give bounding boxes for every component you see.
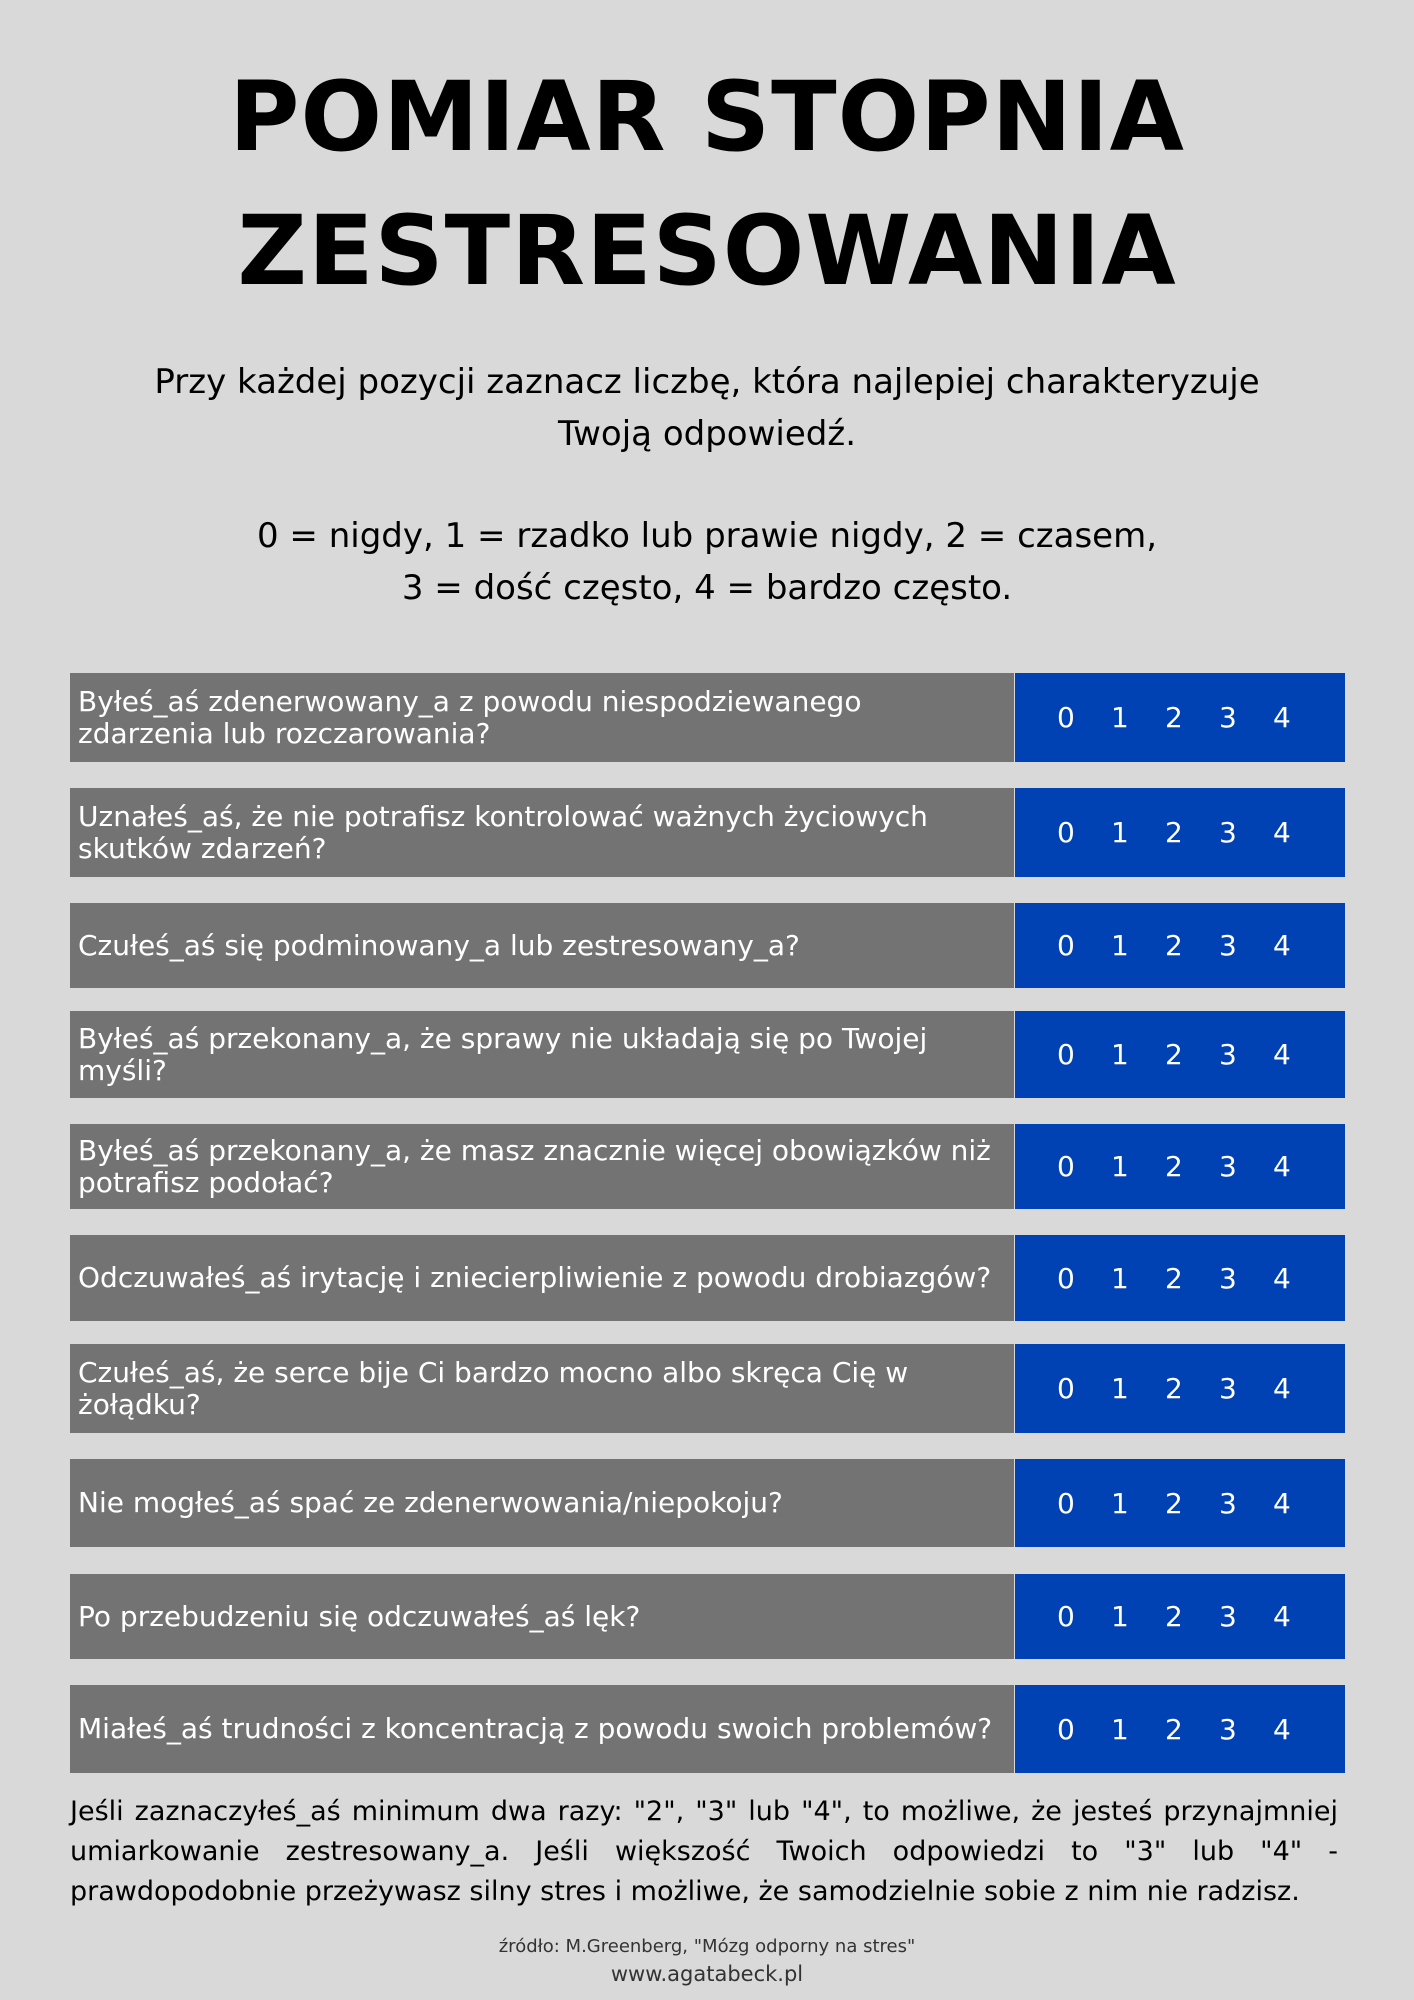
option-1[interactable]: 1: [1111, 929, 1129, 962]
scale-legend: [110, 510, 1304, 614]
answer-scale: [1015, 673, 1345, 762]
option-3[interactable]: 3: [1219, 1600, 1237, 1633]
question-text: Po przebudzeniu się odczuwałeś_aś lęk?: [70, 1574, 1014, 1659]
option-2[interactable]: 2: [1165, 1486, 1183, 1520]
question-text: Czułeś_aś, że serce bije Ci bardzo mocno albo skręca Cię w żołądku?: [70, 1344, 1014, 1433]
option-2[interactable]: 2: [1165, 1038, 1183, 1071]
option-0[interactable]: 0: [1057, 1600, 1075, 1633]
option-2[interactable]: 2: [1165, 701, 1183, 734]
option-4[interactable]: 4: [1273, 1150, 1291, 1183]
option-0[interactable]: 0: [1057, 929, 1075, 962]
option-0[interactable]: 0: [1057, 816, 1075, 849]
website-link[interactable]: www.agatabeck.pl: [610, 1962, 804, 1986]
page-title: [0, 50, 1414, 318]
option-3[interactable]: 3: [1219, 1261, 1237, 1295]
option-2[interactable]: 2: [1165, 1150, 1183, 1183]
question-text: Uznałeś_aś, że nie potrafisz kontrolować ważnych życiowych skutków zdarzeń?: [70, 788, 1014, 877]
option-3[interactable]: 3: [1219, 1038, 1237, 1071]
option-2[interactable]: 2: [1165, 1712, 1183, 1746]
option-0[interactable]: 0: [1057, 1038, 1075, 1071]
option-2[interactable]: 2: [1165, 1600, 1183, 1633]
option-4[interactable]: 4: [1273, 1486, 1291, 1520]
option-4[interactable]: 4: [1273, 1372, 1291, 1405]
question-row: [70, 673, 1345, 762]
option-0[interactable]: 0: [1057, 1261, 1075, 1295]
source-citation: źródło: M.Greenberg, "Mózg odporny na stres": [498, 1936, 916, 1957]
question-row: [70, 1124, 1345, 1209]
answer-scale: [1015, 1344, 1345, 1433]
option-3[interactable]: 3: [1219, 1712, 1237, 1746]
answer-scale: [1015, 1574, 1345, 1659]
option-1[interactable]: 1: [1111, 1712, 1129, 1746]
option-3[interactable]: 3: [1219, 1150, 1237, 1183]
question-text: Miałeś_aś trudności z koncentracją z powodu swoich problemów?: [70, 1685, 1014, 1773]
answer-scale: [1015, 903, 1345, 988]
option-4[interactable]: 4: [1273, 929, 1291, 962]
option-1[interactable]: 1: [1111, 1038, 1129, 1071]
question-text: Czułeś_aś się podminowany_a lub zestresowany_a?: [70, 903, 1014, 988]
question-row: [70, 1459, 1345, 1547]
title-line-2: ZESTRESOWANIA: [237, 195, 1177, 307]
option-1[interactable]: 1: [1111, 816, 1129, 849]
answer-scale: [1015, 1124, 1345, 1209]
option-3[interactable]: 3: [1219, 929, 1237, 962]
question-row: [70, 1235, 1345, 1321]
answer-scale: [1015, 788, 1345, 877]
option-4[interactable]: 4: [1273, 701, 1291, 734]
option-1[interactable]: 1: [1111, 1150, 1129, 1183]
option-2[interactable]: 2: [1165, 1261, 1183, 1295]
question-text: Odczuwałeś_aś irytację i zniecierpliwienie z powodu drobiazgów?: [70, 1235, 1014, 1321]
question-row: [70, 788, 1345, 877]
question-text: Byłeś_aś zdenerwowany_a z powodu niespodziewanego zdarzenia lub rozczarowania?: [70, 673, 1014, 762]
question-row: [70, 1685, 1345, 1773]
option-0[interactable]: 0: [1057, 1712, 1075, 1746]
interpretation-note: Jeśli zaznaczyłeś_aś minimum dwa razy: "2", "3" lub "4", to możliwe, że jesteś przynajmniej umiarkowanie zestresowany_a. Jeśli większość Twoich odpowiedzi to "3" lub "4" - prawdopodobnie przeżywasz silny stres i możliwe, że samodzielnie sobie z nim nie radzisz.: [70, 1796, 1338, 1907]
option-0[interactable]: 0: [1057, 701, 1075, 734]
question-text: Byłeś_aś przekonany_a, że sprawy nie układają się po Twojej myśli?: [70, 1011, 1014, 1098]
option-4[interactable]: 4: [1273, 1261, 1291, 1295]
question-row: [70, 1344, 1345, 1433]
question-text: Byłeś_aś przekonany_a, że masz znacznie więcej obowiązków niż potrafisz podołać?: [70, 1124, 1014, 1209]
scale-legend-line-1: 0 = nigdy, 1 = rzadko lub prawie nigdy, 2 = czasem,: [256, 516, 1158, 556]
option-1[interactable]: 1: [1111, 1486, 1129, 1520]
option-4[interactable]: 4: [1273, 1038, 1291, 1071]
option-2[interactable]: 2: [1165, 1372, 1183, 1405]
answer-scale: [1015, 1459, 1345, 1547]
question-row: [70, 1011, 1345, 1098]
answer-scale: [1015, 1685, 1345, 1773]
scale-legend-line-2: 3 = dość często, 4 = bardzo często.: [401, 568, 1013, 608]
answer-scale: [1015, 1011, 1345, 1098]
option-4[interactable]: 4: [1273, 816, 1291, 849]
option-2[interactable]: 2: [1165, 929, 1183, 962]
option-4[interactable]: 4: [1273, 1600, 1291, 1633]
option-3[interactable]: 3: [1219, 1486, 1237, 1520]
question-text: Nie mogłeś_aś spać ze zdenerwowania/niepokoju?: [70, 1459, 1014, 1547]
option-3[interactable]: 3: [1219, 1372, 1237, 1405]
option-4[interactable]: 4: [1273, 1712, 1291, 1746]
title-line-1: POMIAR STOPNIA: [229, 61, 1185, 173]
option-2[interactable]: 2: [1165, 816, 1183, 849]
intro-text: Przy każdej pozycji zaznacz liczbę, która najlepiej charakteryzuje Twoją odpowiedź.: [154, 362, 1260, 454]
option-0[interactable]: 0: [1057, 1150, 1075, 1183]
option-0[interactable]: 0: [1057, 1372, 1075, 1405]
option-3[interactable]: 3: [1219, 701, 1237, 734]
option-3[interactable]: 3: [1219, 816, 1237, 849]
option-1[interactable]: 1: [1111, 1261, 1129, 1295]
option-1[interactable]: 1: [1111, 1372, 1129, 1405]
question-row: [70, 1574, 1345, 1659]
option-0[interactable]: 0: [1057, 1486, 1075, 1520]
answer-scale: [1015, 1235, 1345, 1321]
option-1[interactable]: 1: [1111, 1600, 1129, 1633]
option-1[interactable]: 1: [1111, 701, 1129, 734]
question-row: [70, 903, 1345, 988]
